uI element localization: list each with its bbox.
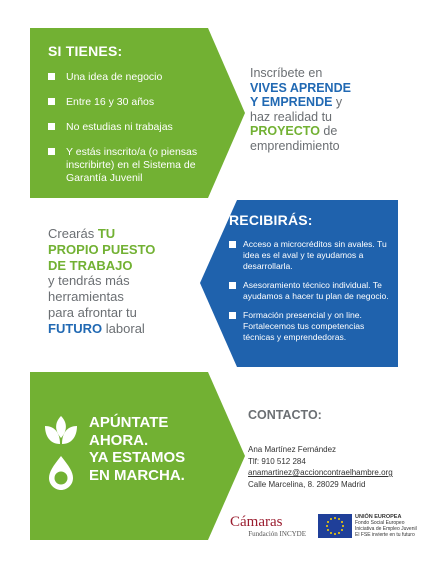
crearas-text: Crearás TU PROPIO PUESTO DE TRABAJO y tendrás más herramientas para afrontar tu FUTURO laboral	[48, 226, 156, 336]
eu-logo-text: UNIÓN EUROPEA Fondo Social Europeo Iniciativa de Empleo Juvenil El FSE invierte en tu futuro	[355, 514, 417, 538]
eu-logo	[318, 514, 418, 540]
si-tienes-title: SI TIENES:	[48, 43, 123, 59]
eu-flag-icon	[318, 514, 352, 538]
list-item: Asesoramiento técnico individual. Te ayudamos a hacer tu plan de negocio.	[229, 280, 389, 302]
list-item: No estudias ni trabajas	[48, 121, 208, 134]
si-tienes-list	[48, 71, 208, 185]
contact-name: Ana Martínez Fernández	[248, 445, 337, 454]
bullet-square-icon	[229, 312, 236, 319]
inscribete-text: Inscríbete en VIVES APRENDE Y EMPRENDE y haz realidad tu PROYECTO de emprendimiento	[250, 66, 351, 153]
list-item: Entre 16 y 30 años	[48, 96, 208, 109]
recibiras-list	[229, 239, 389, 351]
contacto-title: CONTACTO:	[248, 408, 322, 422]
recibiras-title: RECIBIRÁS:	[229, 212, 313, 228]
bullet-square-icon	[229, 282, 236, 289]
bullet-square-icon	[48, 73, 55, 80]
sprout-drop-icon	[42, 414, 80, 494]
contact-details	[248, 444, 420, 490]
bullet-square-icon	[229, 241, 236, 248]
list-item: Y estás inscrito/a (o piensas inscribirte) en el Sistema de Garantía Juvenil	[48, 146, 208, 185]
camaras-logo: Cámaras Fundación INCYDE	[230, 514, 306, 538]
bullet-square-icon	[48, 123, 55, 130]
list-item: Acceso a microcréditos sin avales. Tu idea es el aval y te ayudamos a desarrollarla.	[229, 239, 389, 272]
bullet-square-icon	[48, 98, 55, 105]
contact-address: Calle Marcelina, 8. 28029 Madrid	[248, 479, 366, 489]
contact-phone: Tlf: 910 512 284	[248, 456, 306, 466]
apuntate-text: APÚNTATE AHORA. YA ESTAMOS EN MARCHA.	[89, 414, 186, 484]
list-item: Formación presencial y on line. Fortalecemos tus competencias técnicas y emprendedoras.	[229, 310, 389, 343]
contact-email[interactable]: anamartinez@accioncontraelhambre.org	[248, 468, 393, 477]
bullet-square-icon	[48, 148, 55, 155]
list-item: Una idea de negocio	[48, 71, 208, 84]
